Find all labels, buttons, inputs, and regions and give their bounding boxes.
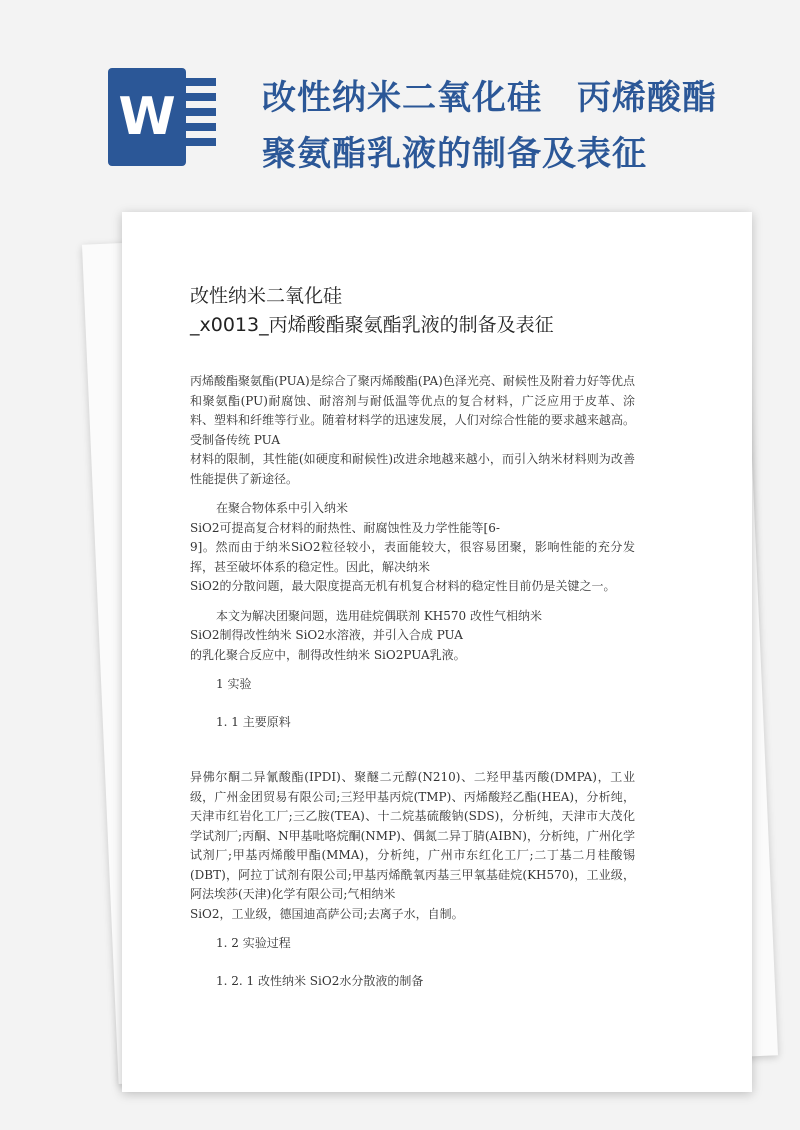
paragraph-text: 在聚合物体系中引入纳米 <box>216 501 349 515</box>
subsection-heading <box>190 713 635 733</box>
document-title <box>190 282 730 340</box>
paragraph-text: 异佛尔酮二异氰酸酯(IPDI)、聚醚二元醇(N210)、二羟甲基丙酸(DMPA)，工业级，广州金团贸易有限公司;三羟甲基丙烷(TMP)、丙烯酸羟乙酯(HEA)，分析纯，天津市红岩化工厂;三乙胺(TEA)、十二烷基硫酸钠(SDS)，分析纯，天津市大茂化学试剂厂;丙酮、N甲基吡咯烷酮(NMP)、偶氮二异丁腈(AIBN)，分析纯，广州化学试剂厂;甲基丙烯酸甲酯(MMA)，分析纯，广州市东红化工厂;二丁基二月桂酸锡(DBT)，阿拉丁试剂有限公司;甲基丙烯酰氧丙基三甲氧基硅烷(KH570)，工业级，阿法埃莎(天津)化学有限公司;气相纳米 <box>190 770 635 901</box>
paragraph <box>190 607 635 627</box>
paragraph-text: 本文为解决团聚问题，选用硅烷偶联剂 KH570 改性气相纳米 <box>216 608 542 623</box>
word-icon-letter: W <box>118 87 176 147</box>
subsection-heading <box>190 934 635 954</box>
paragraph <box>190 372 635 489</box>
paragraph-text: SiO2的分散问题，最大限度提高无机有机复合材料的稳定性目前仍是关键之一。 <box>190 579 616 593</box>
document-title-line-1: 改性纳米二氧化硅 <box>190 285 343 307</box>
subsection-heading-text: 1. 1 主要原料 <box>216 714 291 729</box>
paragraph <box>190 499 635 519</box>
paragraph-text: 丙烯酸酯聚氨酯(PUA)是综合了聚丙烯酸酯(PA)色泽光亮、耐候性及附着力好等优点和聚氨酯(PU)耐腐蚀、耐溶剂与耐低温等优点的复合材料，广泛应用于皮革、涂料、塑料和纤维等行业。随着材料学的迅速发展，人们对综合性能的要求越来越高。受制备传统 PUA <box>190 374 635 447</box>
paragraph-text: SiO2制得改性纳米 SiO2水溶液，并引入合成 PUA <box>190 628 463 642</box>
word-icon <box>108 68 186 166</box>
header-title <box>262 70 717 182</box>
section-heading <box>190 675 635 695</box>
header-title-line-2: 聚氨酯乳液的制备及表征 <box>262 134 647 174</box>
paragraph-text: SiO2，工业级，德国迪高萨公司;去离子水，自制。 <box>190 906 464 921</box>
header-title-line-1: 改性纳米二氧化硅 丙烯酸酯 <box>262 78 717 118</box>
paragraph-text: SiO2可提高复合材料的耐热性、耐腐蚀性及力学性能等[6- <box>190 520 500 535</box>
paragraph <box>190 626 635 665</box>
document-header <box>0 0 800 200</box>
paragraph-text: 的乳化聚合反应中，制得改性纳米 SiO2PUA乳液。 <box>190 647 466 662</box>
paragraph-text: 9]。然而由于纳米SiO2粒径较小，表面能较大，很容易团聚，影响性能的充分发挥，甚至破坏体系的稳定性。因此，解决纳米 <box>190 540 635 574</box>
paragraph <box>190 768 635 924</box>
document-title-line-2: _x0013_丙烯酸酯聚氨酯乳液的制备及表征 <box>190 314 554 336</box>
subsection-heading <box>190 972 635 992</box>
section-heading-text: 1 实验 <box>216 677 252 691</box>
subsection-heading-text: 1. 2 实验过程 <box>216 936 291 950</box>
paragraph <box>190 519 635 597</box>
document-body <box>190 372 635 1009</box>
subsection-heading-text: 1. 2. 1 改性纳米 SiO2水分散液的制备 <box>216 973 424 988</box>
paragraph-text: 材料的限制，其性能(如硬度和耐候性)改进余地越来越小，而引入纳米材料则为改善性能提供了新途径。 <box>190 452 635 486</box>
